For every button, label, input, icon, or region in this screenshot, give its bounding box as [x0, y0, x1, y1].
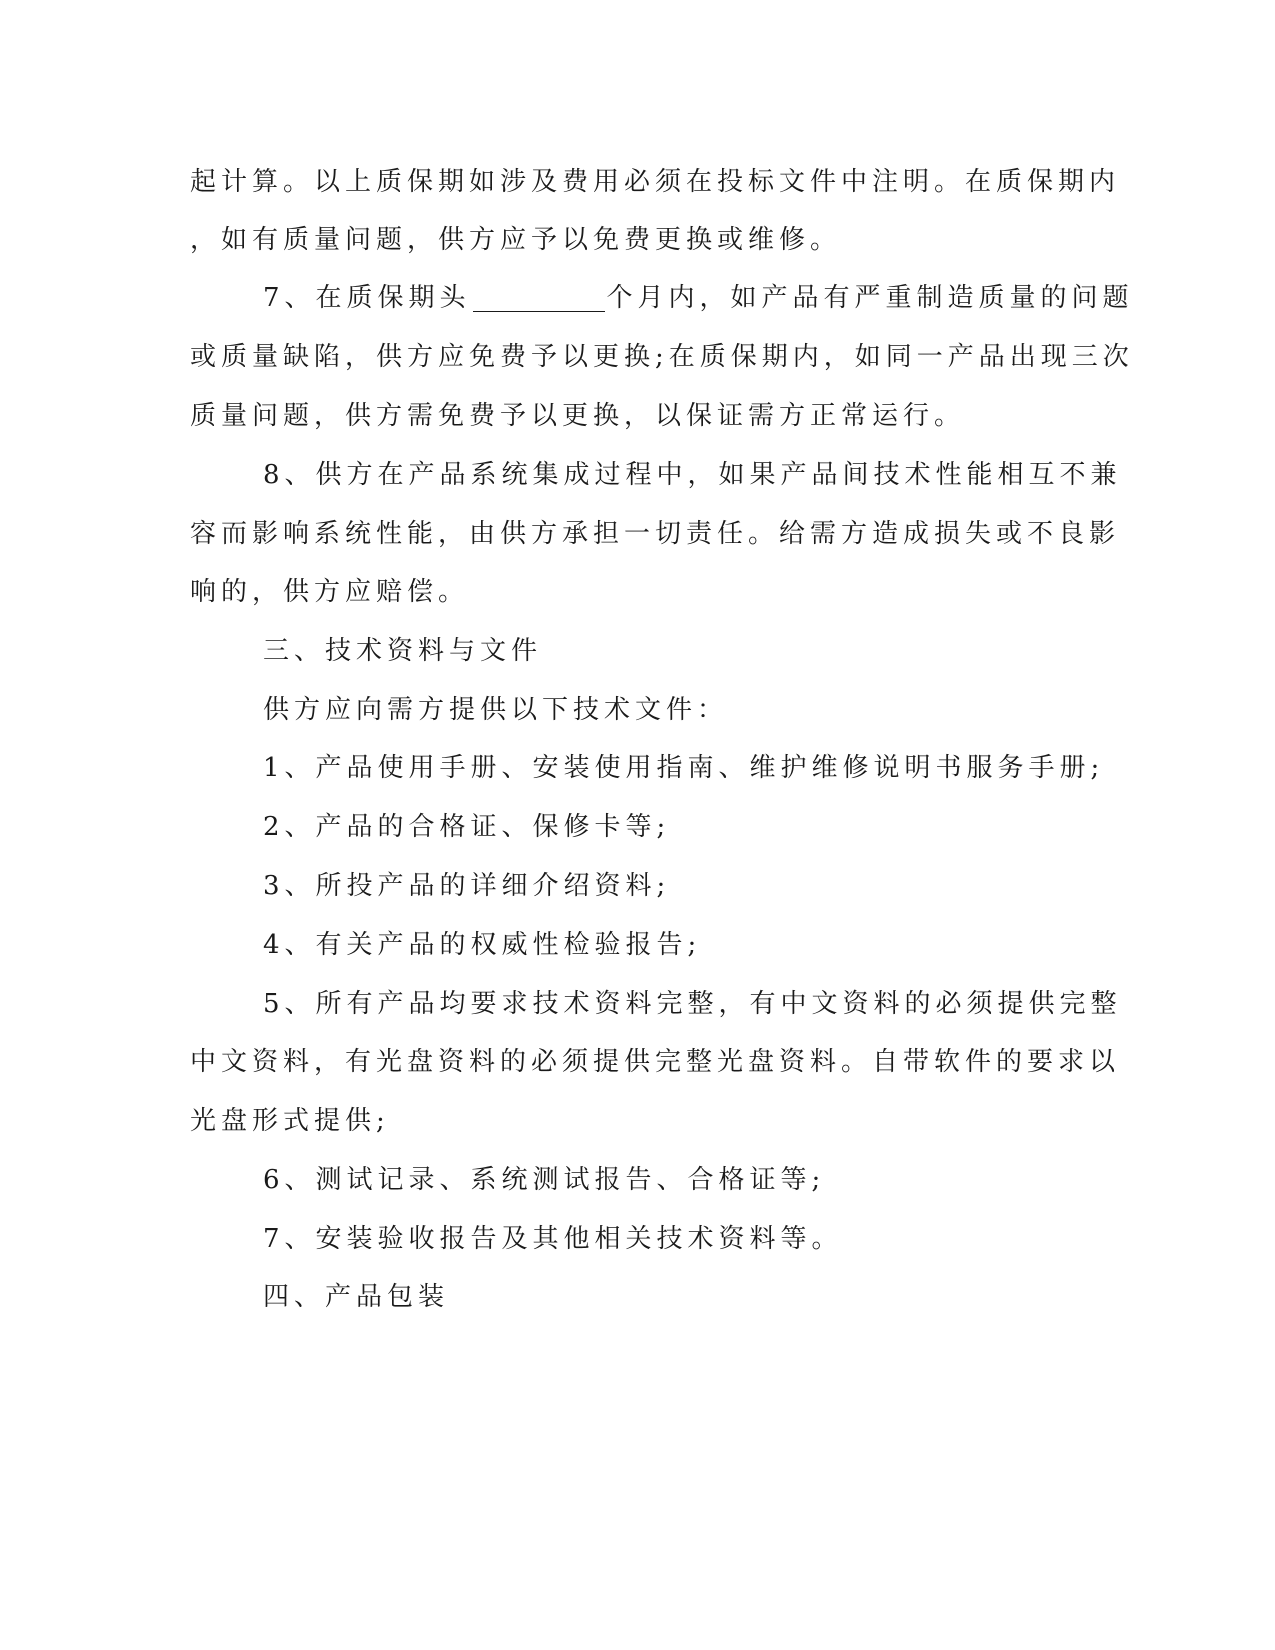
text-line: 容而影响系统性能，由供方承担一切责任。给需方造成损失或不良影	[190, 519, 1121, 549]
section-heading: 三、技术资料与文件	[263, 636, 543, 666]
text-line: 起计算。以上质保期如涉及费用必须在投标文件中注明。在质保期内	[190, 167, 1121, 197]
list-item: 4、有关产品的权威性检验报告;	[263, 930, 702, 960]
text-line: 供方应向需方提供以下技术文件：	[263, 695, 729, 725]
list-item: 3、所投产品的详细介绍资料;	[263, 871, 671, 901]
text-segment: 7、在质保期头	[263, 283, 471, 313]
list-item: 6、测试记录、系统测试报告、合格证等;	[263, 1165, 826, 1195]
text-segment: 个月内，如产品有严重制造质量的问题	[606, 283, 1134, 313]
section-heading: 四、产品包装	[263, 1282, 450, 1312]
text-line: 或质量缺陷，供方应免费予以更换;在质保期内，如同一产品出现三次	[190, 342, 1134, 372]
text-line: 响的，供方应赔偿。	[190, 577, 470, 607]
text-line: ，如有质量问题，供方应予以免费更换或维修。	[190, 225, 842, 255]
document-page	[190, 0, 1134, 1650]
text-line: 质量问题，供方需免费予以更换，以保证需方正常运行。	[190, 401, 966, 431]
text-line: 中文资料，有光盘资料的必须提供完整光盘资料。自带软件的要求以	[190, 1047, 1121, 1077]
text-line: 光盘形式提供;	[190, 1106, 390, 1136]
text-line: 8、供方在产品系统集成过程中，如果产品间技术性能相互不兼	[263, 460, 1122, 490]
list-item: 7、安装验收报告及其他相关技术资料等。	[263, 1224, 843, 1254]
text-line-with-blank	[263, 278, 1134, 318]
fill-in-blank	[473, 283, 605, 312]
list-item: 1、产品使用手册、安装使用指南、维护维修说明书服务手册;	[263, 753, 1105, 783]
list-item: 5、所有产品均要求技术资料完整，有中文资料的必须提供完整	[263, 989, 1122, 1019]
list-item: 2、产品的合格证、保修卡等;	[263, 812, 671, 842]
